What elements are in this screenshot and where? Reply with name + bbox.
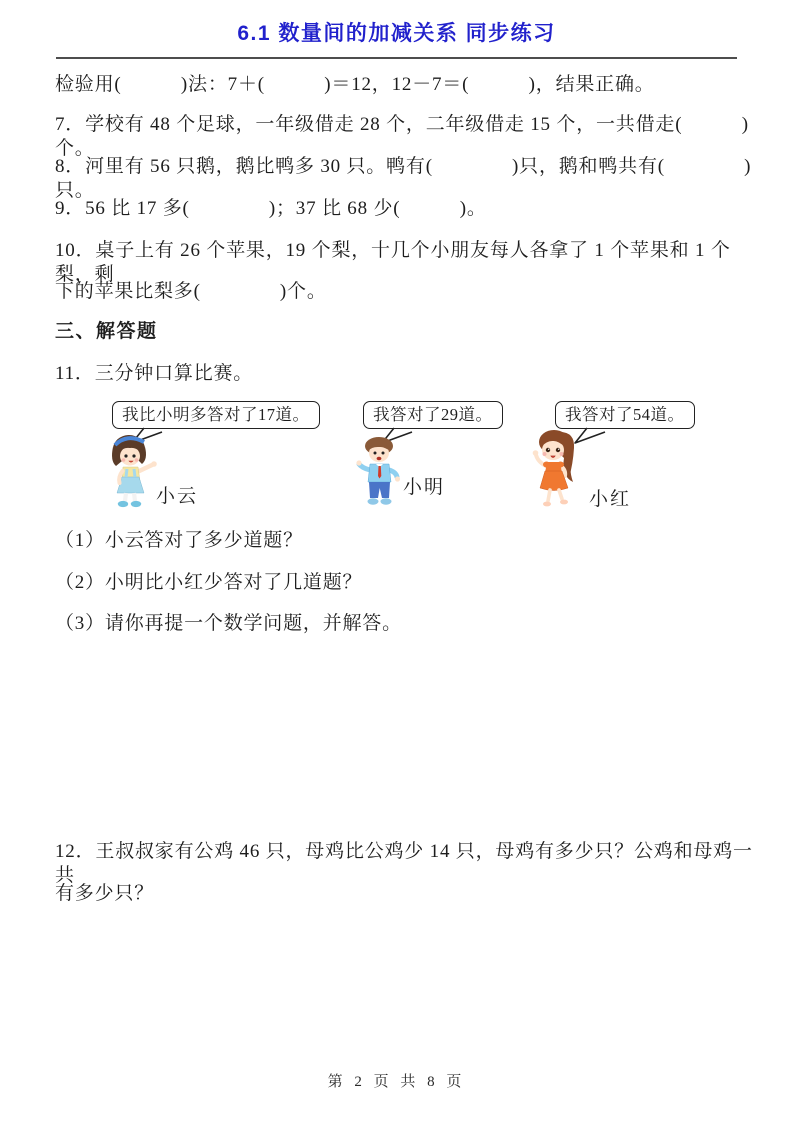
page-title: 6.1 数量间的加减关系 同步练习 xyxy=(237,22,556,45)
xiaoming-character-illustration xyxy=(356,436,404,508)
problem-10-line2: 下的苹果比梨多( )个。 xyxy=(55,281,327,302)
problem-12-line1: 12．王叔叔家有公鸡 46 只，母鸡比公鸡少 14 只，母鸡有多少只？公鸡和母鸡一共 xyxy=(55,841,753,886)
problem-12-line2: 有多少只？ xyxy=(55,883,155,904)
problem-8: 8．河里有 56 只鹅，鹅比鸭多 30 只。鸭有( )只，鹅和鸭共有( )只。 xyxy=(55,156,752,201)
problem-10-line1: 10．桌子上有 26 个苹果，19 个梨，十几个小朋友每人各拿了 1 个苹果和 1 个梨，剩 xyxy=(55,240,731,285)
speech-bubble-xiaoyun: 我比小明多答对了17道。 xyxy=(112,401,320,429)
page-number: 第 2 页 共 8 页 xyxy=(327,1074,466,1090)
xiaohong-character-illustration xyxy=(528,428,588,512)
problem-11-sub3: （3）请你再提一个数学问题，并解答。 xyxy=(55,613,402,634)
header-divider xyxy=(56,57,737,59)
section-3-heading: 三、解答题 xyxy=(55,321,158,342)
speech-bubble-xiaoming: 我答对了29道。 xyxy=(363,401,503,429)
problem-11-sub1: （1）小云答对了多少道题？ xyxy=(55,530,303,551)
character-name-xiaohong: 小红 xyxy=(589,489,632,510)
speech-bubble-xiaohong: 我答对了54道。 xyxy=(555,401,695,429)
problem-11: 11．三分钟口算比赛。 xyxy=(55,363,254,384)
problem-7: 7．学校有 48 个足球，一年级借走 28 个，二年级借走 15 个，一共借走( )个。 xyxy=(55,114,749,159)
problem-11-sub2: （2）小明比小红少答对了几道题？ xyxy=(55,572,363,593)
character-name-xiaoyun: 小云 xyxy=(156,486,199,507)
problem-check-line: 检验用( )法：7＋( )＝12，12－7＝( )，结果正确。 xyxy=(55,74,655,95)
character-name-xiaoming: 小明 xyxy=(403,477,446,498)
problem-9: 9．56 比 17 多( )；37 比 68 少( )。 xyxy=(55,198,487,219)
